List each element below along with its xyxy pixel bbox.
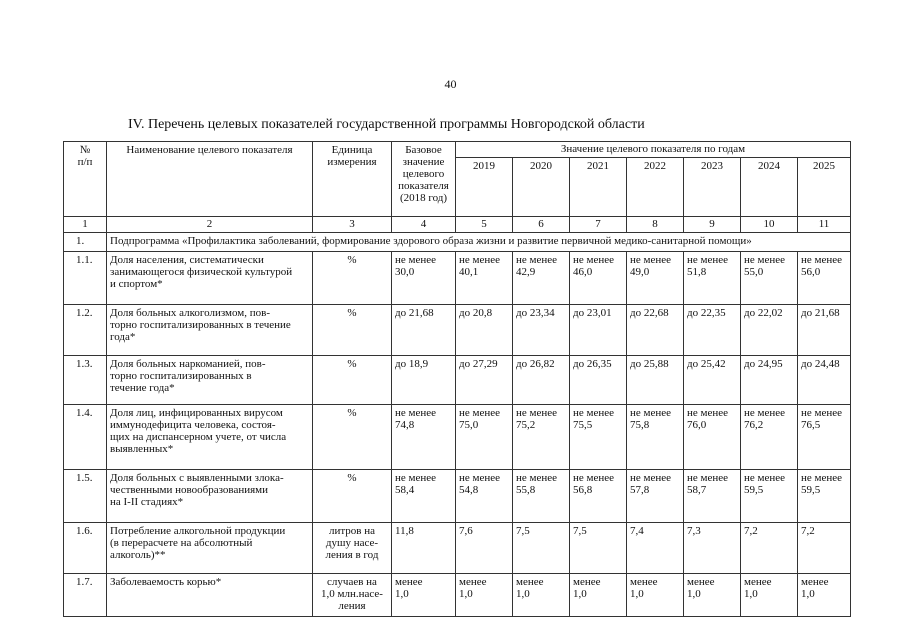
indicator-name: Доля больных алкоголизмом, пов- торно госпитализированных в течение года* xyxy=(107,305,313,356)
base-value: до 18,9 xyxy=(392,356,456,405)
year-value: менее 1,0 xyxy=(570,574,627,617)
year-value: менее 1,0 xyxy=(684,574,741,617)
base-value: менее 1,0 xyxy=(392,574,456,617)
indicator-name: Доля населения, систематически занимающегося физической культурой и спортом* xyxy=(107,252,313,305)
header-year: 2022 xyxy=(627,158,684,217)
year-value: до 22,35 xyxy=(684,305,741,356)
year-value: не менее 42,9 xyxy=(513,252,570,305)
year-value: не менее 55,0 xyxy=(741,252,798,305)
header-year: 2023 xyxy=(684,158,741,217)
year-value: менее 1,0 xyxy=(798,574,851,617)
year-value: 7,5 xyxy=(513,523,570,574)
unit-of-measure: % xyxy=(313,405,392,470)
year-value: до 25,88 xyxy=(627,356,684,405)
row-num: 1.4. xyxy=(64,405,107,470)
header-year: 2019 xyxy=(456,158,513,217)
year-value: не менее 56,0 xyxy=(798,252,851,305)
table-row xyxy=(64,523,851,574)
table-row xyxy=(64,356,851,405)
year-value: не менее 59,5 xyxy=(798,470,851,523)
year-value: не менее 76,0 xyxy=(684,405,741,470)
year-value: до 26,82 xyxy=(513,356,570,405)
base-value: не менее 58,4 xyxy=(392,470,456,523)
year-value: 7,2 xyxy=(798,523,851,574)
year-value: 7,6 xyxy=(456,523,513,574)
indicators-table xyxy=(63,141,851,617)
base-value: не менее 74,8 xyxy=(392,405,456,470)
header-year: 2020 xyxy=(513,158,570,217)
year-value: не менее 75,5 xyxy=(570,405,627,470)
row-num: 1.2. xyxy=(64,305,107,356)
year-value: до 22,02 xyxy=(741,305,798,356)
base-value: до 21,68 xyxy=(392,305,456,356)
column-number: 9 xyxy=(684,217,741,233)
table-row xyxy=(64,405,851,470)
year-value: до 26,35 xyxy=(570,356,627,405)
year-value: менее 1,0 xyxy=(741,574,798,617)
column-numbers-row xyxy=(64,217,851,233)
year-value: не менее 75,0 xyxy=(456,405,513,470)
table-row xyxy=(64,574,851,617)
year-value: менее 1,0 xyxy=(513,574,570,617)
year-value: не менее 55,8 xyxy=(513,470,570,523)
column-number: 11 xyxy=(798,217,851,233)
unit-of-measure: % xyxy=(313,356,392,405)
header-row-1 xyxy=(64,142,851,158)
year-value: до 21,68 xyxy=(798,305,851,356)
column-number: 3 xyxy=(313,217,392,233)
year-value: не менее 49,0 xyxy=(627,252,684,305)
indicator-name: Доля больных с выявленными злока- чественными новообразованиями на I-II стадиях* xyxy=(107,470,313,523)
year-value: не менее 40,1 xyxy=(456,252,513,305)
year-value: не менее 75,8 xyxy=(627,405,684,470)
year-value: не менее 58,7 xyxy=(684,470,741,523)
year-value: менее 1,0 xyxy=(627,574,684,617)
column-number: 1 xyxy=(64,217,107,233)
row-num: 1.3. xyxy=(64,356,107,405)
row-num: 1.1. xyxy=(64,252,107,305)
row-num: 1.5. xyxy=(64,470,107,523)
unit-of-measure: случаев на 1,0 млн.насе- ления xyxy=(313,574,392,617)
column-number: 10 xyxy=(741,217,798,233)
year-value: не менее 75,2 xyxy=(513,405,570,470)
year-value: до 25,42 xyxy=(684,356,741,405)
year-value: 7,2 xyxy=(741,523,798,574)
year-value: не менее 59,5 xyxy=(741,470,798,523)
table-row xyxy=(64,305,851,356)
header-num: № п/п xyxy=(64,142,107,217)
table-row xyxy=(64,252,851,305)
unit-of-measure: % xyxy=(313,252,392,305)
year-value: до 24,48 xyxy=(798,356,851,405)
header-name: Наименование целевого показателя xyxy=(107,142,313,217)
row-num: 1.7. xyxy=(64,574,107,617)
year-value: менее 1,0 xyxy=(456,574,513,617)
year-value: 7,4 xyxy=(627,523,684,574)
year-value: 7,3 xyxy=(684,523,741,574)
year-value: не менее 76,2 xyxy=(741,405,798,470)
column-number: 5 xyxy=(456,217,513,233)
year-value: до 27,29 xyxy=(456,356,513,405)
subprogram-row xyxy=(64,233,851,252)
year-value: 7,5 xyxy=(570,523,627,574)
row-num: 1.6. xyxy=(64,523,107,574)
indicator-name: Доля больных наркоманией, пов- торно госпитализированных в течение года* xyxy=(107,356,313,405)
subprogram-num: 1. xyxy=(64,233,107,252)
year-value: до 22,68 xyxy=(627,305,684,356)
column-number: 6 xyxy=(513,217,570,233)
year-value: не менее 51,8 xyxy=(684,252,741,305)
year-value: до 23,01 xyxy=(570,305,627,356)
page-number: 40 xyxy=(444,77,457,91)
base-value: не менее 30,0 xyxy=(392,252,456,305)
subprogram-title: Подпрограмма «Профилактика заболеваний, формирование здорового образа жизни и развитие первичной медико-санитарной помощи» xyxy=(107,233,851,252)
indicator-name: Заболеваемость корью* xyxy=(107,574,313,617)
header-years-group: Значение целевого показателя по годам xyxy=(456,142,851,158)
header-base: Базовое значение целевого показателя (2018 год) xyxy=(392,142,456,217)
year-value: не менее 57,8 xyxy=(627,470,684,523)
indicator-name: Доля лиц, инфицированных вирусом иммунодефицита человека, состоя- щих на диспансерном учете, от числа выявленных* xyxy=(107,405,313,470)
column-number: 2 xyxy=(107,217,313,233)
header-unit: Единица измерения xyxy=(313,142,392,217)
column-number: 8 xyxy=(627,217,684,233)
year-value: не менее 54,8 xyxy=(456,470,513,523)
indicator-name: Потребление алкогольной продукции (в перерасчете на абсолютный алкоголь)** xyxy=(107,523,313,574)
column-number: 4 xyxy=(392,217,456,233)
base-value: 11,8 xyxy=(392,523,456,574)
year-value: до 20,8 xyxy=(456,305,513,356)
year-value: до 23,34 xyxy=(513,305,570,356)
column-number: 7 xyxy=(570,217,627,233)
unit-of-measure: литров на душу насе- ления в год xyxy=(313,523,392,574)
document-title: IV. Перечень целевых показателей государственной программы Новгородской области xyxy=(128,117,645,132)
header-year: 2024 xyxy=(741,158,798,217)
header-year: 2025 xyxy=(798,158,851,217)
year-value: не менее 56,8 xyxy=(570,470,627,523)
year-value: не менее 76,5 xyxy=(798,405,851,470)
table-row xyxy=(64,470,851,523)
year-value: до 24,95 xyxy=(741,356,798,405)
header-year: 2021 xyxy=(570,158,627,217)
unit-of-measure: % xyxy=(313,305,392,356)
unit-of-measure: % xyxy=(313,470,392,523)
year-value: не менее 46,0 xyxy=(570,252,627,305)
